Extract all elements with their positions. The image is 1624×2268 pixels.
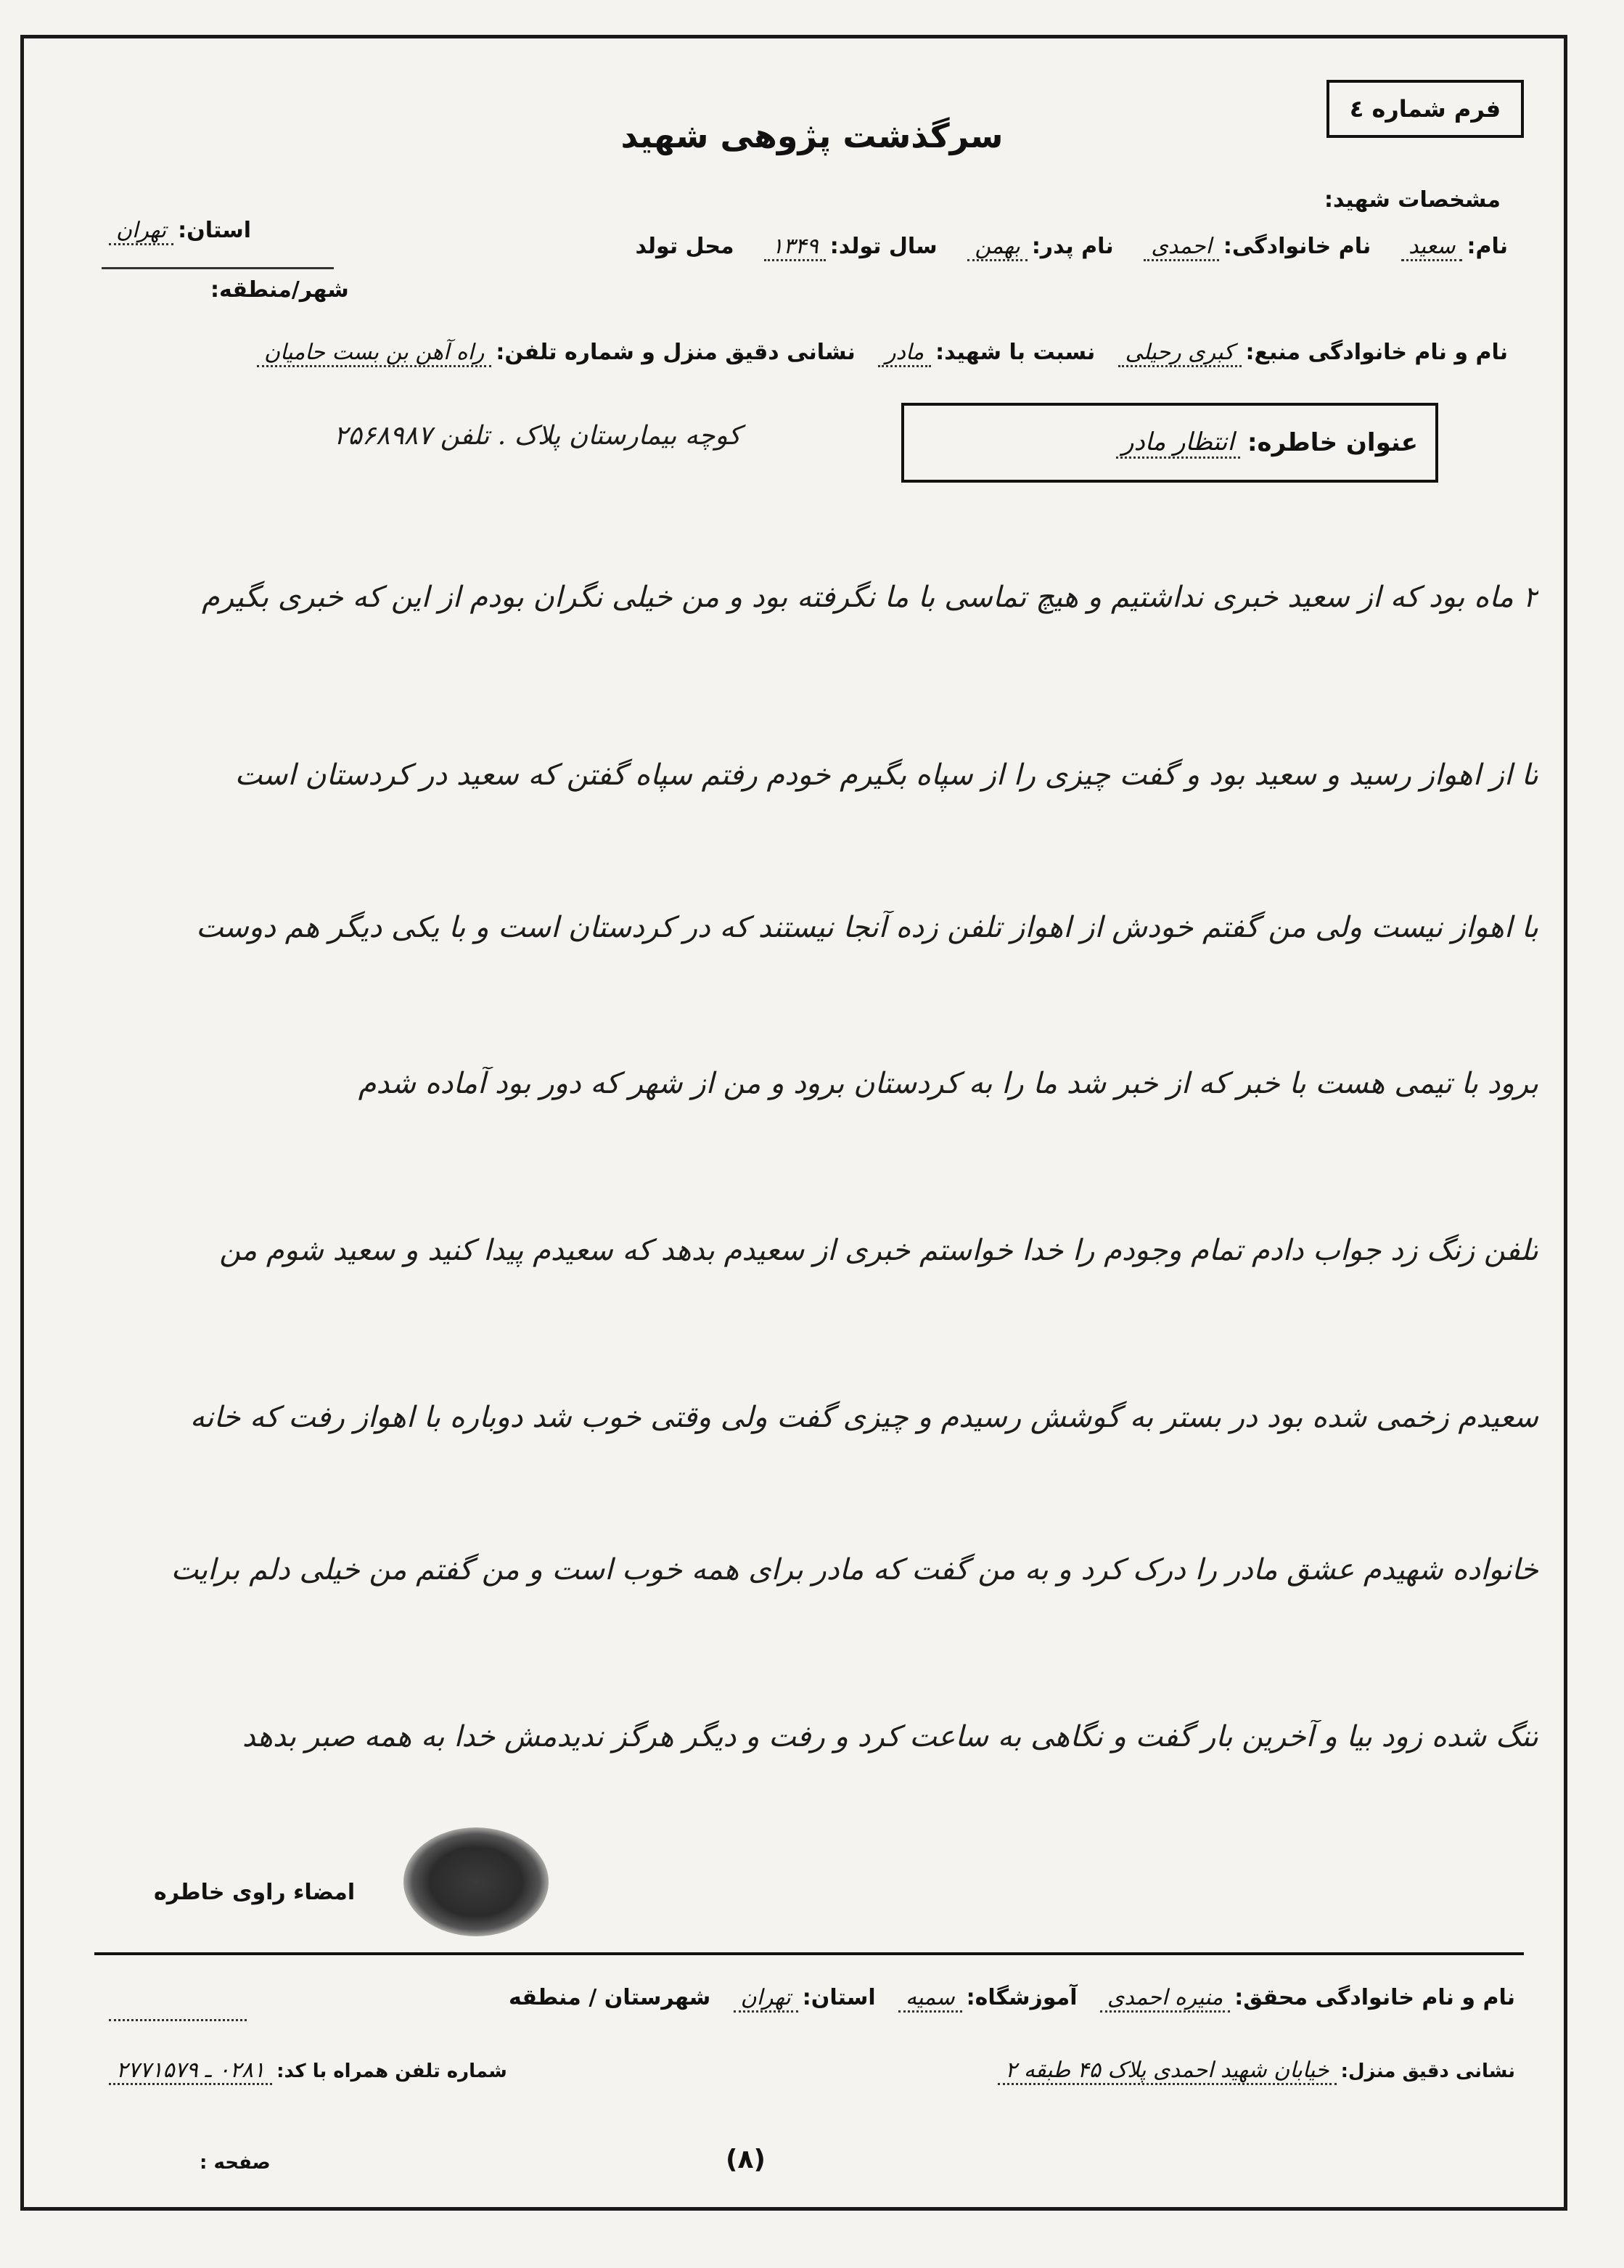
first-name-field <box>1401 234 1508 261</box>
researcher-row <box>509 1985 1515 2013</box>
researcher-address-value: خیابان شهید احمدی پلاک ۴۵ طبقه ۲ <box>998 2058 1336 2085</box>
province-value: تهران <box>109 218 173 245</box>
researcher-school-value: سمیه <box>898 1985 962 2013</box>
father-name-value: بهمن <box>967 234 1027 261</box>
memory-line-7: خانواده شهیدم عشق مادر را درک کرد و به من گفت که مادر برای همه خوب است و من گفتم من خیلی دلم برایت <box>171 1553 1538 1587</box>
county-dotted-line <box>109 2019 247 2021</box>
first-name-value: سعید <box>1401 234 1462 261</box>
province-label: استان: <box>178 218 252 243</box>
researcher-address-field <box>998 2058 1515 2085</box>
researcher-school-field <box>898 1985 1077 2013</box>
province-field <box>109 218 251 245</box>
province-underline <box>102 267 334 269</box>
memory-line-5: تلفن زنگ زد جواب دادم تمام وجودم را خدا خواستم خبری از سعیدم بدهد که سعیدم پیدا کنید و سعید شوم من <box>219 1234 1538 1267</box>
researcher-mobile-label: شماره تلفن همراه با کد: <box>276 2060 507 2082</box>
memory-line-2: تا از اهواز رسید و سعید بود و گفت چیزی را از سپاه بگیرم خودم رفتم سپاه گفتن که سعید در کردستان است <box>234 758 1538 792</box>
researcher-province-label: استان: <box>802 1985 876 2010</box>
first-name-label: نام: <box>1467 234 1508 259</box>
memory-line-4: برود با تیمی هست با خبر که از خبر شد ما را به کردستان برود و من از شهر که دور بود آماده شدم <box>358 1067 1538 1100</box>
researcher-mobile-value: ۰۲۸۱ ـ ۲۷۷۱۵۷۹ <box>109 2058 272 2085</box>
city-label: شهر/منطقه: <box>210 277 349 303</box>
source-name-field <box>1118 340 1508 367</box>
family-name-label: نام خانوادگی: <box>1223 234 1371 259</box>
memory-line-3: با اهواز نیست ولی من گفتم خودش از اهواز تلفن زده آنجا نیستند که در کردستان است و با یکی دیگر هم دوست <box>196 911 1538 944</box>
section-separator <box>94 1952 1524 1955</box>
martyr-section-label: مشخصات شهید: <box>1324 187 1501 213</box>
source-address-label: نشانی دقیق منزل و شماره تلفن: <box>496 340 856 365</box>
source-relation-field <box>878 340 1095 367</box>
page-number: (۸) <box>726 2145 766 2174</box>
birth-place-label: محل تولد <box>635 234 734 259</box>
family-name-value: احمدی <box>1144 234 1218 261</box>
page-label: صفحه : <box>200 2152 271 2174</box>
source-name-label: نام و نام خانوادگی منبع: <box>1245 340 1508 365</box>
source-address-value-2: کوچه بیمارستان پلاک . تلفن ۲۵۶۸۹۸۷ <box>334 421 742 451</box>
researcher-name-label: نام و نام خانوادگی محقق: <box>1234 1985 1515 2010</box>
birth-year-value: ۱۳۴۹ <box>764 234 825 261</box>
source-relation-label: نسبت با شهید: <box>935 340 1096 365</box>
narrator-stamp-icon <box>403 1827 549 1936</box>
father-name-field <box>967 234 1113 261</box>
memory-line-6: سعیدم زخمی شده بود در بستر به گوشش رسیدم و چیزی گفت ولی وقتی خوب شد دوباره با اهواز رفت که خانه <box>189 1401 1538 1434</box>
researcher-province-value: تهران <box>734 1985 798 2013</box>
father-name-label: نام پدر: <box>1031 234 1114 259</box>
researcher-county-label: شهرستان / منطقه <box>509 1985 711 2010</box>
source-name-value: کبری رحیلی <box>1118 340 1242 367</box>
researcher-province-field <box>734 1985 876 2013</box>
memory-line-8: تنگ شده زود بیا و آخرین بار گفت و نگاهی به ساعت کرد و رفت و دیگر هرگز ندیدمش خدا به همه صبر بدهد <box>242 1720 1538 1753</box>
birth-year-label: سال تولد: <box>829 234 938 259</box>
memory-title-value: انتظار مادر <box>1116 427 1240 459</box>
family-name-field <box>1144 234 1371 261</box>
memory-title-box <box>901 403 1438 483</box>
memory-line-1: ۲ ماه بود که از سعید خبری نداشتیم و هیچ تماسی با ما نگرفته بود و من خیلی نگران بودم از این که خبری بگیرم <box>201 581 1538 614</box>
form-number-label: فرم شماره ٤ <box>1349 95 1501 123</box>
source-address-field <box>257 340 856 367</box>
form-title: سرگذشت پژوهی شهید <box>620 116 1004 155</box>
source-relation-value: مادر <box>878 340 931 367</box>
researcher-address-label: نشانی دقیق منزل: <box>1340 2060 1515 2082</box>
source-row <box>257 340 1508 367</box>
source-address-value-1: راه آهن بن بست حامیان <box>257 340 491 367</box>
researcher-name-field <box>1100 1985 1515 2013</box>
narrator-signature-label: امضاء راوی خاطره <box>154 1880 356 1905</box>
birth-year-field <box>764 234 937 261</box>
researcher-name-value: منیره احمدی <box>1100 1985 1230 2013</box>
researcher-school-label: آموزشگاه: <box>966 1985 1078 2010</box>
memory-title-label: عنوان خاطره: <box>1247 428 1418 457</box>
martyr-details-row <box>635 234 1508 261</box>
researcher-mobile-field <box>109 2058 507 2085</box>
